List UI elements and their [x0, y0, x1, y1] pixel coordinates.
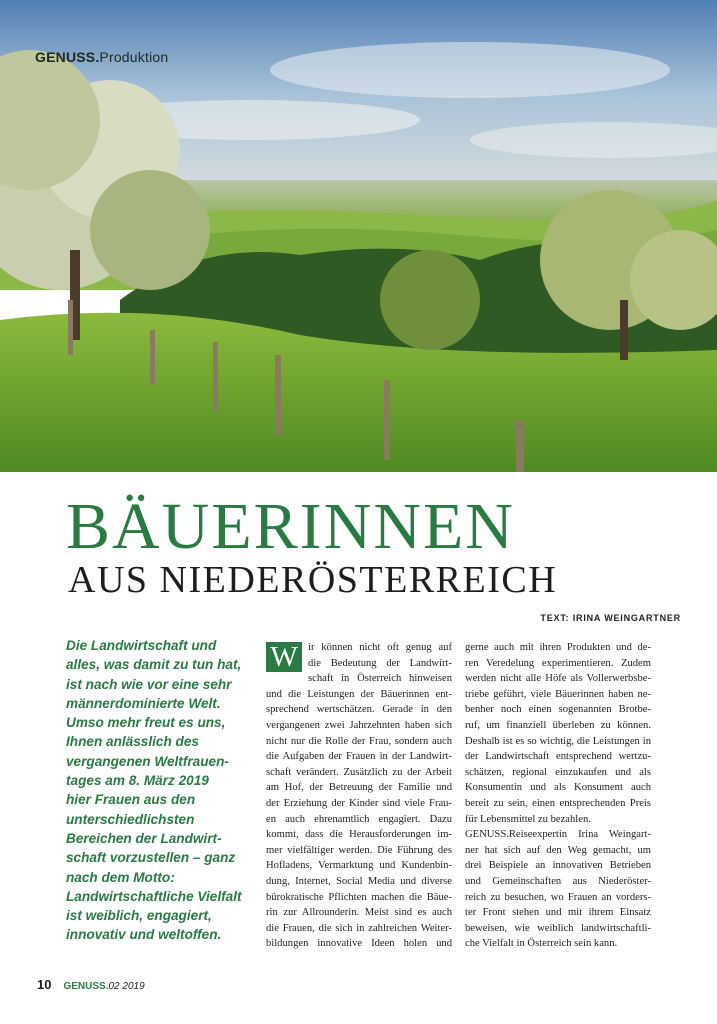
page-number: 10: [37, 977, 52, 992]
body-line: rin zur Allrounderin. Meist sind es auch: [266, 907, 452, 919]
body-line: ir können nicht oft genug auf: [308, 642, 452, 653]
body-line: ruf, um finanziell überleben zu können.: [465, 719, 651, 731]
body-line: reich zu besuchen, wo Frauen an vorders-: [465, 891, 651, 903]
body-line: dung, Internet, Social Media und diverse: [266, 875, 452, 887]
lead-line: Landwirtschaftliche Vielfalt: [66, 888, 242, 904]
body-line: Deshalb ist es so wichtig, die Leistungen in: [465, 735, 651, 747]
body-line: und die Leistungen der Bäuerinnen ent-: [266, 688, 452, 700]
lead-line: männerdominierte Welt.: [66, 695, 221, 711]
body-line: bildungen innovative Ideen holen und: [266, 938, 452, 950]
headline-sub: AUS NIEDERÖSTERREICH: [68, 559, 558, 601]
body-line: bürokratische Pflichten machen die Bäue-: [266, 891, 452, 903]
section-name: Produktion: [99, 49, 169, 65]
byline: TEXT: IRINA WEINGARTNER: [540, 613, 681, 623]
body-line: der Landwirtschaft entsprechend wertzu-: [465, 751, 651, 763]
body-line: ter Front stehen und mit ihrem Einsatz: [465, 907, 651, 919]
lead-line: Bereichen der Landwirt-: [66, 830, 222, 846]
lead-line: schaft vorzustellen – ganz: [66, 850, 236, 866]
body-column-2: [465, 640, 651, 952]
landscape-illustration: [0, 0, 717, 472]
body-line: ner hat sich auf den Weg gemacht, um: [465, 844, 651, 856]
section-brand: GENUSS.: [35, 49, 100, 65]
body-line: mer vielfältiger werden. Die Führung des: [266, 844, 452, 856]
footer-issue: 02 2019: [108, 981, 145, 992]
body-line: che Vielfalt in Österreich sein kann.: [465, 938, 618, 950]
lead-line: tages am 8. März 2019: [66, 773, 209, 789]
body-line: schaft verändert. Zusätzlich zu der Arbeit: [266, 766, 452, 778]
body-line: en auch ehrenamtlich engagiert. Dazu: [266, 813, 452, 825]
lead-line: ist nach wie vor eine sehr: [66, 676, 232, 692]
lead-line: unterschiedlichsten: [66, 811, 195, 827]
body-line: für Lebensmittel zu bezahlen.: [465, 813, 591, 825]
body-line: werden nicht alle Höfe als Vollerwerbsbe-: [465, 673, 651, 685]
section-label: [35, 49, 168, 65]
lead-line: Ihnen anlässlich des: [66, 734, 199, 750]
headline-main: BÄUERINNEN: [66, 490, 515, 563]
lead-line: hier Frauen aus den: [66, 792, 196, 808]
lead-line: nach dem Motto:: [66, 869, 175, 885]
lead-line: vergangenen Weltfrauen-: [66, 753, 229, 769]
lead-line: alles, was damit zu tun hat,: [66, 657, 242, 673]
page-footer: [37, 976, 145, 994]
body-column-1: [266, 640, 452, 952]
body-line: benher noch einen sogenannten Brotbe-: [465, 704, 651, 716]
body-line: vergangenen zwei Jahrzehnten haben sich: [266, 719, 452, 731]
body-line: am Hof, der Betreuung der Familie und: [266, 782, 452, 794]
footer-brand: GENUSS.: [63, 981, 109, 992]
body-line: sprechend wertschätzen. Gerade in den: [266, 704, 452, 716]
body-line: die Frauen, die sich in zahlreichen Weiter-: [266, 922, 452, 934]
body-line: kommt, dass die Herausforderungen im-: [266, 829, 452, 841]
body-line: GENUSS.Reiseexpertin Irina Weingart-: [465, 829, 651, 841]
body-line: bereit zu sein, einen entsprechenden Preis: [465, 797, 651, 809]
body-line: Konsumentin und als Konsument auch: [465, 782, 651, 794]
body-line: beweisen, wie weiblich landwirtschaftli-: [465, 922, 651, 934]
lead-line: Umso mehr freut es uns,: [66, 715, 226, 731]
body-line: und Gemeinschaften aus Niederöster-: [465, 875, 651, 887]
body-line: die Bedeutung der Landwirt-: [308, 657, 452, 669]
body-line: gerne auch mit ihren Produkten und de-: [465, 642, 651, 653]
body-line: die Aufgaben der Frauen in der Landwirt-: [266, 751, 452, 763]
body-line: drei Beispiele an innovativen Betrieben: [465, 860, 651, 872]
body-line: triebe geführt, viele Bäuerinnen haben ne-: [465, 688, 651, 700]
lead-line: ist weiblich, engagiert,: [66, 908, 212, 924]
body-line: schätzen, regional einzukaufen und als: [465, 766, 651, 778]
lead-line: innovativ und weltoffen.: [66, 927, 222, 943]
hero-image: [0, 0, 717, 472]
body-line: ren Veredelung experimentieren. Zudem: [465, 657, 651, 669]
body-line: Hofladens, Vermarktung und Kundenbin-: [266, 860, 452, 872]
body-line: der Erziehung der Kinder sind viele Frau-: [266, 797, 452, 809]
lead-line: Die Landwirtschaft und: [66, 638, 217, 653]
body-line: nicht nur die Rolle der Frau, sondern auch: [266, 735, 452, 747]
lead-paragraph: [66, 636, 258, 945]
body-line: schaft in Österreich hinweisen: [308, 673, 452, 685]
drop-cap: W: [266, 642, 302, 672]
